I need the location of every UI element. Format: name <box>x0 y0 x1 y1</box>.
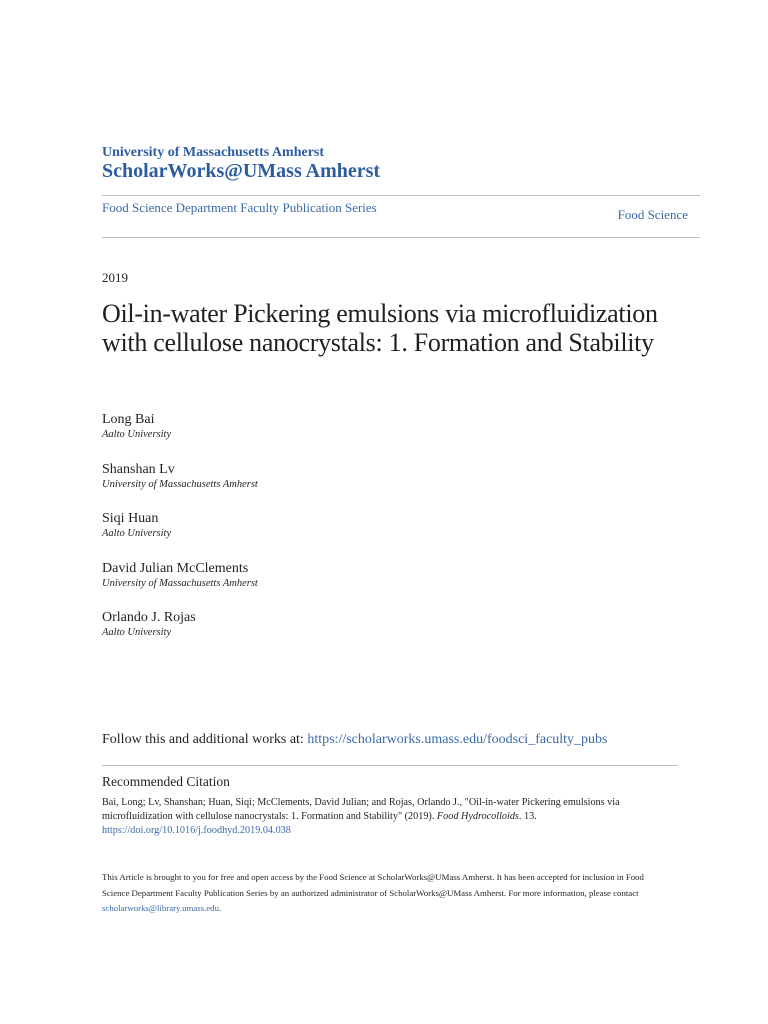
article-title: Oil-in-water Pickering emulsions via microfluidization with cellulose nanocrystals: 1. Formation and Stability <box>102 299 658 357</box>
citation-block <box>102 796 672 838</box>
author-entry <box>102 608 622 658</box>
author-affiliation: Aalto University <box>102 627 172 638</box>
header-divider-bottom <box>102 237 700 238</box>
topic-link[interactable]: Food Science <box>617 207 688 222</box>
publication-year: 2019 <box>102 270 128 285</box>
author-name: Shanshan Lv <box>102 461 175 477</box>
author-affiliation: University of Massachusetts Amherst <box>102 577 258 589</box>
institution-name: University of Massachusetts Amherst <box>102 145 325 160</box>
author-name: David Julian McClements <box>102 560 249 576</box>
notice-text: This Article is brought to you for free and open access by the Food Science at ScholarWorks@UMass Amherst. It has been accepted for inclusion in Food Science Department Faculty Publication Series by an authorized administrator of ScholarWorks@UMass Amherst. For more information, please contact <box>102 872 644 898</box>
author-affiliation: Aalto University <box>102 429 172 440</box>
notice-end: . <box>218 903 222 913</box>
author-affiliation: University of Massachusetts Amherst <box>102 478 258 490</box>
author-entry <box>102 410 622 460</box>
series-link[interactable]: Food Science Department Faculty Publication Series <box>102 200 377 215</box>
author-list <box>102 410 622 658</box>
author-name: Orlando J. Rojas <box>102 610 196 625</box>
citation-text: Bai, Long; Lv, Shanshan; Huan, Siqi; McClements, David Julian; and Rojas, Orlando J., "Oil-in-water Pickering emulsions via microfluidization with cellulose nanocrystals: 1. Formation and Stability" (2019). <box>102 797 620 822</box>
author-entry <box>102 509 622 559</box>
citation-volume: . 13. <box>518 811 537 822</box>
author-entry <box>102 460 622 510</box>
citation-heading: Recommended Citation <box>102 774 230 789</box>
collection-link[interactable]: https://scholarworks.umass.edu/foodsci_faculty_pubs <box>307 732 608 747</box>
citation-divider <box>102 765 678 766</box>
author-name: Long Bai <box>102 412 155 427</box>
doi-link[interactable]: https://doi.org/10.1016/j.foodhyd.2019.04.038 <box>102 825 291 836</box>
author-entry <box>102 559 622 609</box>
citation-journal: Food Hydrocolloids <box>436 811 519 822</box>
follow-label: Follow this and additional works at: <box>102 732 304 747</box>
repository-name[interactable]: ScholarWorks@UMass Amherst <box>102 160 381 182</box>
access-notice <box>102 870 672 917</box>
contact-email-link[interactable]: scholarworks@library.umass.edu <box>102 903 219 913</box>
follow-line <box>102 732 608 748</box>
header-divider-top <box>102 195 700 196</box>
author-affiliation: Aalto University <box>102 528 172 539</box>
author-name: Siqi Huan <box>102 511 159 526</box>
